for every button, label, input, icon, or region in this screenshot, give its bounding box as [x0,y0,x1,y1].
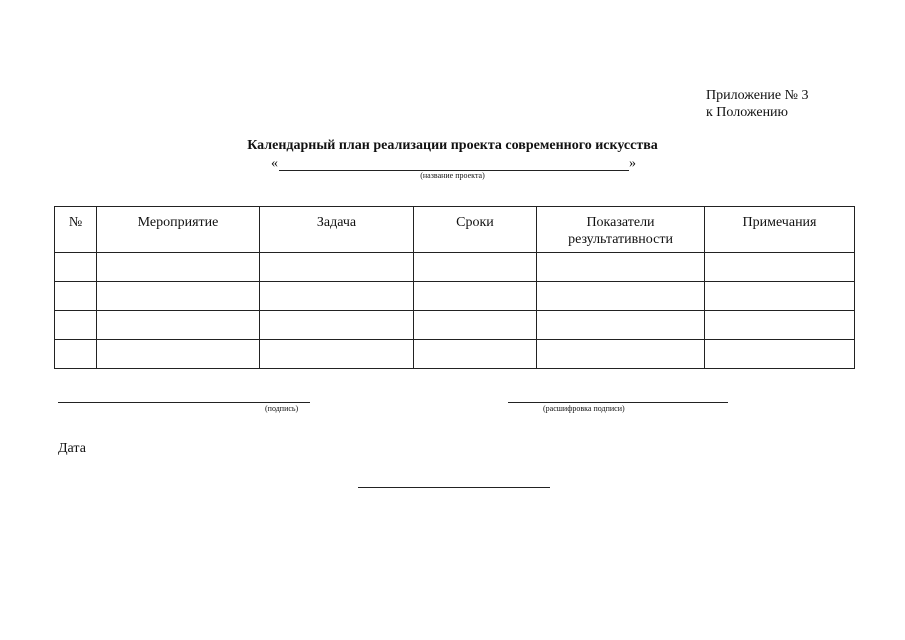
table-cell[interactable] [537,340,705,369]
table-cell[interactable] [414,282,537,311]
header-performance-indicators: Показатели результативности [537,207,705,253]
document-title: Календарный план реализации проекта современного искусства [247,138,658,153]
header-dates: Сроки [414,207,537,253]
table-cell[interactable] [705,253,855,282]
table-cell[interactable] [414,311,537,340]
table-row [55,253,855,282]
table-row [55,311,855,340]
header-task: Задача [260,207,414,253]
table-cell[interactable] [55,253,97,282]
table-cell[interactable] [414,340,537,369]
table-cell[interactable] [705,340,855,369]
table-cell[interactable] [260,282,414,311]
header-event: Мероприятие [97,207,260,253]
table-row [55,340,855,369]
table-cell[interactable] [705,282,855,311]
project-name-caption: (название проекта) [420,171,485,180]
table-header-row [55,207,855,253]
table-cell[interactable] [260,253,414,282]
signature-transcript-line[interactable] [508,402,728,403]
table-cell[interactable] [260,340,414,369]
signature-caption: (подпись) [265,404,299,413]
project-name-close-quote: » [629,156,636,171]
table-cell[interactable] [97,340,260,369]
table-cell[interactable] [97,311,260,340]
table-cell[interactable] [414,253,537,282]
table-cell[interactable] [537,282,705,311]
appendix-note [706,87,809,121]
table-cell[interactable] [55,311,97,340]
table-cell[interactable] [55,340,97,369]
date-label: Дата [58,441,86,456]
signature-line[interactable] [58,402,310,403]
date-field-line[interactable] [358,487,550,488]
calendar-plan-table [54,206,855,369]
header-notes: Примечания [705,207,855,253]
table-cell[interactable] [55,282,97,311]
appendix-number: Приложение № 3 [706,88,809,103]
header-number: № [55,207,97,253]
table-row [55,282,855,311]
table-cell[interactable] [537,253,705,282]
table-cell[interactable] [97,282,260,311]
project-name-open-quote: « [271,156,278,171]
table-cell[interactable] [260,311,414,340]
appendix-reference: к Положению [706,105,789,120]
table-cell[interactable] [705,311,855,340]
signature-transcript-caption: (расшифровка подписи) [543,404,625,413]
table-cell[interactable] [537,311,705,340]
table-cell[interactable] [97,253,260,282]
